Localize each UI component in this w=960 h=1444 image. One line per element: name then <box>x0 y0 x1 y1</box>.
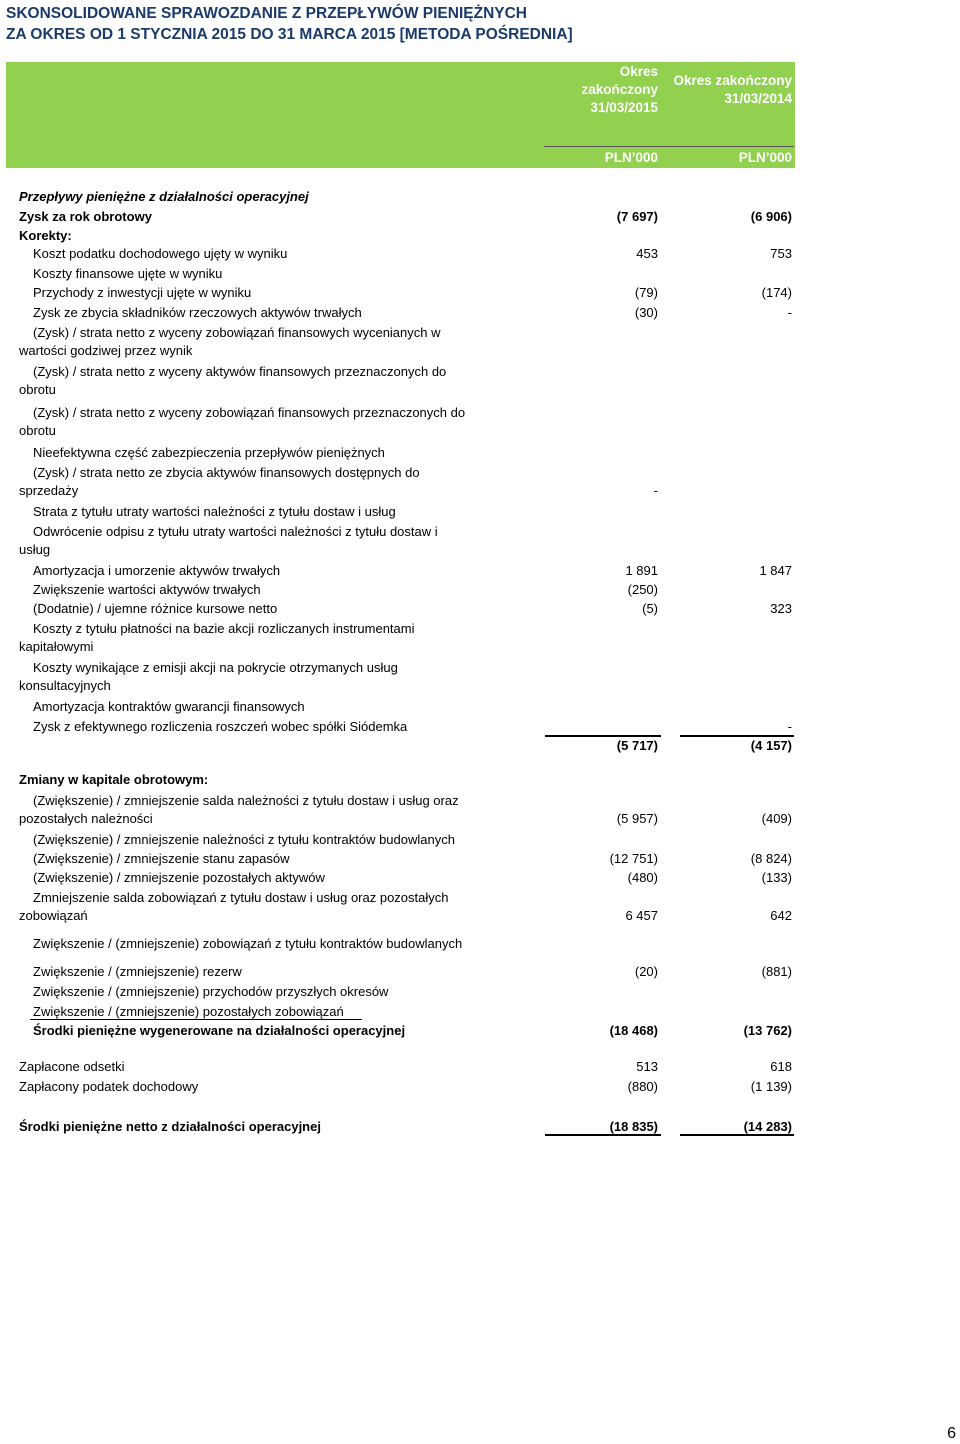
row-label: Odwrócenie odpisu z tytułu utraty wartości należności z tytułu dostaw i <box>33 524 438 539</box>
row-label-continuation: pozostałych należności <box>19 811 153 826</box>
value-2014: 753 <box>770 246 792 261</box>
header-divider <box>544 146 794 147</box>
row-label-continuation: obrotu <box>19 423 56 438</box>
row-label: Zwiększenie / (zmniejszenie) zobowiązań z tytułu kontraktów budowlanych <box>33 936 463 951</box>
row-label-continuation: zobowiązań <box>19 908 88 923</box>
row-label: Koszty z tytułu płatności na bazie akcji rozliczanych instrumentami <box>33 621 415 636</box>
row-label-continuation: usług <box>19 542 51 557</box>
subtotal-rule-2014 <box>680 735 794 737</box>
row-label-continuation: konsultacyjnych <box>19 678 111 693</box>
report-title: SKONSOLIDOWANE SPRAWOZDANIE Z PRZEPŁYWÓW PIENIĘŻNYCH <box>6 5 527 22</box>
value-2015: (30) <box>634 305 658 320</box>
row-label: Przychody z inwestycji ujęte w wyniku <box>33 285 252 300</box>
row-label: Przepływy pieniężne z działalności operacyjnej <box>19 189 309 204</box>
value-2014: (13 762) <box>743 1023 792 1038</box>
row-label-continuation: kapitałowymi <box>19 639 94 654</box>
row-label: Korekty: <box>19 228 72 243</box>
page-number: 6 <box>947 1425 956 1442</box>
value-2014: 323 <box>770 601 792 616</box>
value-2015: (18 835) <box>609 1119 658 1134</box>
value-2015: (5) <box>642 601 658 616</box>
value-2015: (250) <box>627 582 658 597</box>
row-label: Nieefektywna część zabezpieczenia przepływów pieniężnych <box>33 445 385 460</box>
row-label: Zysk ze zbycia składników rzeczowych aktywów trwałych <box>33 305 362 320</box>
row-label-continuation: wartości godziwej przez wynik <box>19 343 193 358</box>
row-label: (Zysk) / strata netto z wyceny aktywów finansowych przeznaczonych do <box>33 364 447 379</box>
value-2015: 453 <box>636 246 658 261</box>
value-2015: (79) <box>634 285 658 300</box>
row-label: Zwiększenie wartości aktywów trwałych <box>33 582 261 597</box>
row-label: Zmniejszenie salda zobowiązań z tytułu dostaw i usług oraz pozostałych <box>33 890 449 905</box>
row-label: Amortyzacja i umorzenie aktywów trwałych <box>33 563 281 578</box>
value-2014: (14 283) <box>743 1119 792 1134</box>
value-2014: 642 <box>770 908 792 923</box>
row-label: Środki pieniężne wygenerowane na działalności operacyjnej <box>33 1023 406 1038</box>
value-2014: 1 847 <box>759 563 792 578</box>
value-2015: 513 <box>636 1059 658 1074</box>
value-2014: (1 139) <box>750 1079 792 1094</box>
value-2015: - <box>653 483 658 498</box>
row-label: (Zwiększenie) / zmniejszenie salda należności z tytułu dostaw i usług oraz <box>33 793 459 808</box>
value-2014: (4 157) <box>750 738 792 753</box>
value-2015: (20) <box>634 964 658 979</box>
row-label: Zapłacony podatek dochodowy <box>19 1079 199 1094</box>
column-header-2014: Okres zakończony 31/03/2014 <box>673 73 792 106</box>
row-label: Zwiększenie / (zmniejszenie) przychodów przyszłych okresów <box>33 984 389 999</box>
row-label: Zysk za rok obrotowy <box>19 209 152 224</box>
row-label: Zwiększenie / (zmniejszenie) pozostałych zobowiązań <box>33 1004 344 1019</box>
total-rule-2014 <box>680 1134 794 1136</box>
operating-cash-underline <box>30 1019 362 1020</box>
row-label: Strata z tytułu utraty wartości należności z tytułu dostaw i usług <box>33 504 396 519</box>
row-label: Zapłacone odsetki <box>19 1059 125 1074</box>
value-2015: (880) <box>627 1079 658 1094</box>
unit-label-2015: PLN’000 <box>604 150 658 165</box>
total-rule-2015 <box>545 1134 661 1136</box>
row-label: Zysk z efektywnego rozliczenia roszczeń wobec spółki Siódemka <box>33 719 408 734</box>
row-label: (Zysk) / strata netto ze zbycia aktywów finansowych dostępnych do <box>33 465 420 480</box>
row-label: (Zwiększenie) / zmniejszenie pozostałych aktywów <box>33 870 325 885</box>
value-2014: (174) <box>761 285 792 300</box>
subtotal-rule-2015 <box>545 735 661 737</box>
row-label: Koszty wynikające z emisji akcji na pokrycie otrzymanych usług <box>33 660 398 675</box>
value-2015: (12 751) <box>609 851 658 866</box>
row-label-continuation: sprzedaży <box>19 483 79 498</box>
row-label: Amortyzacja kontraktów gwarancji finansowych <box>33 699 305 714</box>
value-2015: 1 891 <box>625 563 658 578</box>
value-2014: 618 <box>770 1059 792 1074</box>
value-2015: (7 697) <box>616 209 658 224</box>
value-2014: (409) <box>761 811 792 826</box>
report-subtitle: ZA OKRES OD 1 STYCZNIA 2015 DO 31 MARCA 2015 [METODA POŚREDNIA] <box>6 26 573 43</box>
value-2014: (6 906) <box>750 209 792 224</box>
row-label: (Zysk) / strata netto z wyceny zobowiązań finansowych przeznaczonych do <box>33 405 466 420</box>
value-2015: (5 717) <box>616 738 658 753</box>
value-2015: (480) <box>627 870 658 885</box>
row-label: Koszt podatku dochodowego ujęty w wyniku <box>33 246 288 261</box>
value-2014: - <box>787 305 792 320</box>
row-label: Zmiany w kapitale obrotowym: <box>19 772 209 787</box>
value-2015: 6 457 <box>625 908 658 923</box>
value-2014: (133) <box>761 870 792 885</box>
value-2014: - <box>787 719 792 734</box>
row-label: (Zysk) / strata netto z wyceny zobowiązań finansowych wycenianych w <box>33 325 441 340</box>
value-2015: (5 957) <box>616 811 658 826</box>
row-label: Koszty finansowe ujęte w wyniku <box>33 266 223 281</box>
row-label: (Dodatnie) / ujemne różnice kursowe netto <box>33 601 278 616</box>
row-label: (Zwiększenie) / zmniejszenie należności z tytułu kontraktów budowlanych <box>33 832 455 847</box>
row-label: Zwiększenie / (zmniejszenie) rezerw <box>33 964 242 979</box>
row-label-continuation: obrotu <box>19 382 56 397</box>
column-header-2015: Okres zakończony 31/03/2015 <box>581 64 658 115</box>
row-label: Środki pieniężne netto z działalności operacyjnej <box>19 1119 321 1134</box>
row-label: (Zwiększenie) / zmniejszenie stanu zapasów <box>33 851 290 866</box>
unit-label-2014: PLN’000 <box>738 150 792 165</box>
value-2015: (18 468) <box>609 1023 658 1038</box>
value-2014: (881) <box>761 964 792 979</box>
value-2014: (8 824) <box>750 851 792 866</box>
